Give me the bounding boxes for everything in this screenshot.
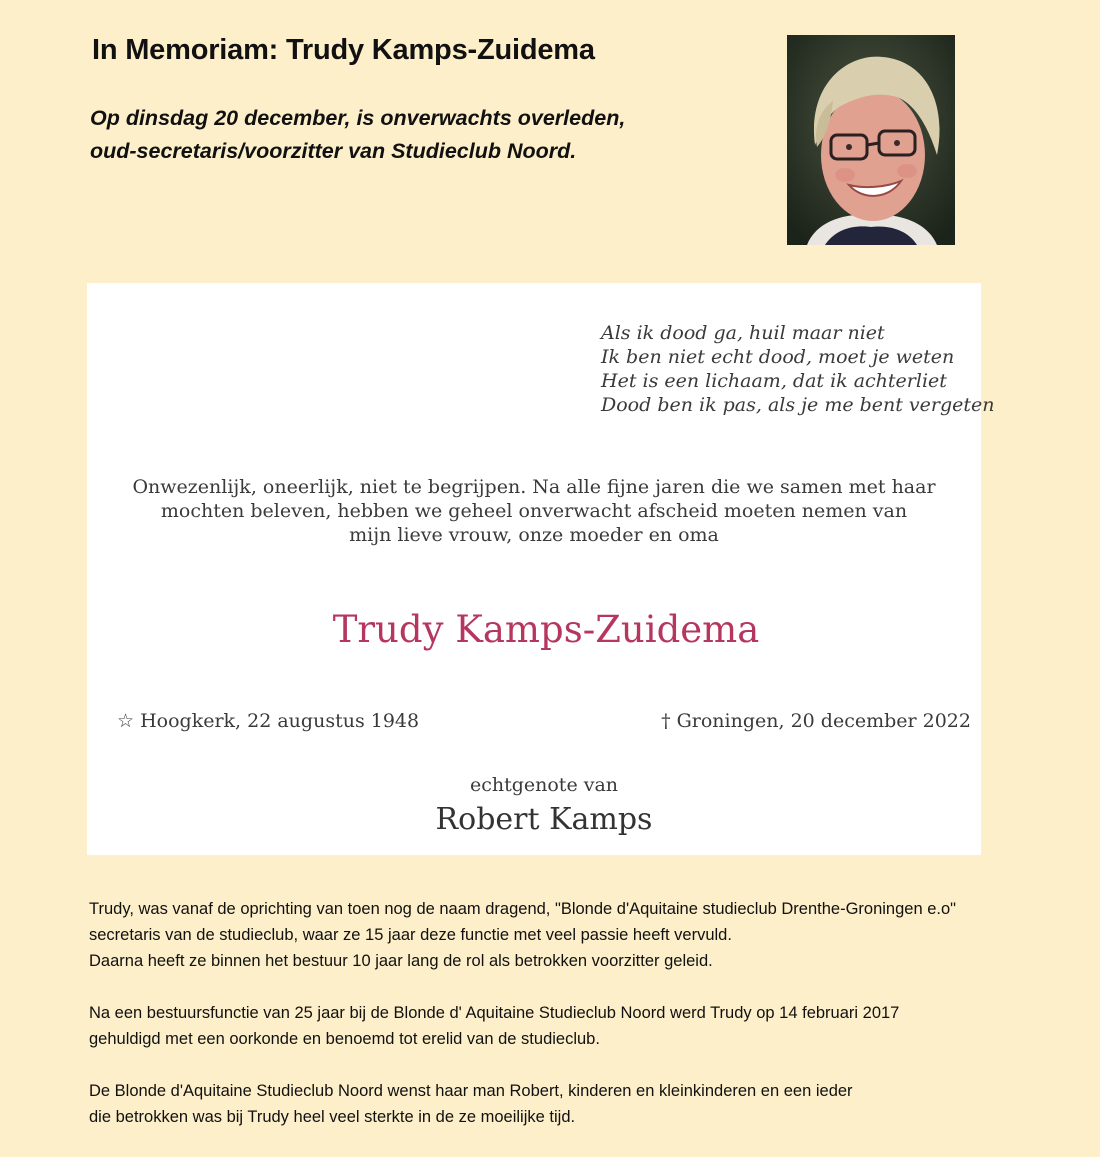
spouse-label: echtgenote van bbox=[469, 774, 619, 796]
text-line: Trudy, was vanaf de oprichting van toen nog de naam dragend, "Blonde d'Aquitaine studieclub Drenthe-Groningen e.o" bbox=[89, 900, 957, 918]
text-line: gehuldigd met een oorkonde en benoemd tot erelid van de studieclub. bbox=[89, 1030, 600, 1048]
text-line: De Blonde d'Aquitaine Studieclub Noord wenst haar man Robert, kinderen en kleinkinderen en een ieder bbox=[89, 1082, 853, 1100]
message-line: mochten beleven, hebben we geheel onverwacht afscheid moeten nemen van bbox=[160, 500, 908, 522]
birth-place-date: Hoogkerk, 22 augustus 1948 bbox=[140, 710, 420, 732]
poem bbox=[601, 321, 995, 417]
intro-line: oud-secretaris/voorzitter van Studieclub Noord. bbox=[90, 139, 577, 163]
deceased-name: Trudy Kamps-Zuidema bbox=[332, 608, 760, 651]
text-line: Daarna heeft ze binnen het bestuur 10 jaar lang de rol als betrokken voorzitter geleid. bbox=[89, 952, 713, 970]
cross-icon: † bbox=[661, 710, 671, 732]
condolence-message bbox=[87, 475, 981, 547]
intro-text bbox=[90, 102, 625, 168]
tribute-paragraph bbox=[89, 1078, 1079, 1130]
birth-info bbox=[117, 710, 419, 732]
text-line: die betrokken was bij Trudy heel veel sterkte in de ze moeilijke tijd. bbox=[89, 1108, 576, 1126]
page-title: In Memoriam: Trudy Kamps-Zuidema bbox=[92, 34, 595, 66]
poem-line: Het is een lichaam, dat ik achterliet bbox=[601, 370, 947, 392]
intro-line: Op dinsdag 20 december, is onverwachts overleden, bbox=[90, 106, 626, 130]
message-line: mijn lieve vrouw, onze moeder en oma bbox=[349, 524, 719, 546]
spouse-name: Robert Kamps bbox=[435, 802, 653, 837]
tribute-text bbox=[89, 896, 1079, 1156]
tribute-paragraph bbox=[89, 1000, 1079, 1052]
tribute-paragraph bbox=[89, 896, 1079, 974]
star-icon: ☆ bbox=[117, 710, 135, 732]
text-line: secretaris van de studieclub, waar ze 15 jaar deze functie met veel passie heeft vervuld. bbox=[89, 926, 732, 944]
text-line: Na een bestuursfunctie van 25 jaar bij de Blonde d' Aquitaine Studieclub Noord werd Trudy op 14 februari 2017 bbox=[89, 1004, 900, 1022]
poem-line: Als ik dood ga, huil maar niet bbox=[601, 322, 885, 344]
obituary-card bbox=[87, 283, 995, 855]
poem-line: Dood ben ik pas, als je me bent vergeten bbox=[601, 394, 995, 416]
death-place-date: Groningen, 20 december 2022 bbox=[676, 710, 971, 732]
portrait-photo bbox=[787, 35, 955, 245]
death-info bbox=[661, 710, 971, 732]
poem-line: Ik ben niet echt dood, moet je weten bbox=[601, 346, 955, 368]
message-line: Onwezenlijk, oneerlijk, niet te begrijpen. Na alle fijne jaren die we samen met haar bbox=[132, 476, 936, 498]
